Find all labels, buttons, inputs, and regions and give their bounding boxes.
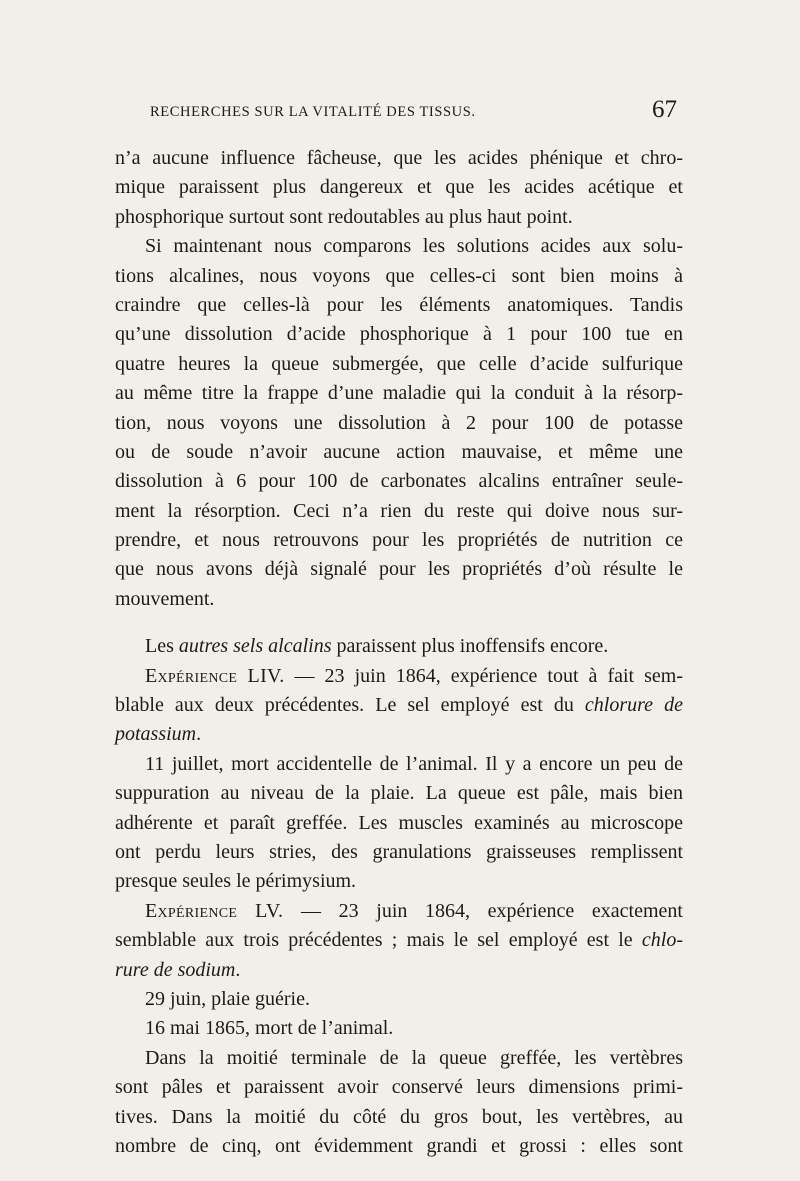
text-line: que nous avons déjà signalé pour les propriétés d’où résulte le xyxy=(115,558,683,581)
italic-term: chlorure de xyxy=(584,694,683,717)
experiment-liv xyxy=(115,662,683,897)
text-line xyxy=(115,662,683,691)
text-line: mique paraissent plus dangereux et que les acides acétique et xyxy=(115,176,683,199)
italic-term: rure de sodium xyxy=(115,958,236,981)
running-title: RECHERCHES SUR LA VITALITÉ DES TISSUS. xyxy=(150,104,476,120)
text-line: qu’une dissolution d’acide phosphorique à 1 pour 100 tue en xyxy=(115,323,683,346)
italic-term: chlo- xyxy=(641,929,683,952)
text-line xyxy=(115,632,683,661)
text-line: tion, nous voyons une dissolution à 2 pour 100 de potasse xyxy=(115,411,683,434)
paragraph-other-salts xyxy=(115,632,683,661)
text-line: adhérente et paraît greffée. Les muscles examinés au microscope xyxy=(115,811,683,834)
italic-term: potassium xyxy=(115,723,197,746)
paragraph-acids xyxy=(115,144,683,232)
experiment-heading: Expérience LIV. xyxy=(145,664,285,687)
experiment-lv xyxy=(115,897,683,1162)
text-line: n’a aucune influence fâcheuse, que les acides phénique et chro- xyxy=(115,147,683,169)
text-run: — 23 juin 1864, expérience exactement xyxy=(283,899,683,922)
text-run: Les xyxy=(145,635,179,658)
text-line: tives. Dans la moitié du côté du gros bout, les vertèbres, au xyxy=(115,1105,683,1128)
text-line: phosphorique surtout sont redoutables au plus haut point. xyxy=(115,205,573,228)
paragraph-alkaline-solutions xyxy=(115,232,683,614)
text-line: 11 juillet, mort accidentelle de l’animal. Il y a encore un peu de xyxy=(145,752,683,775)
text-line: quatre heures la queue submergée, que celle d’acide sulfurique xyxy=(115,352,683,375)
text-line: suppuration au niveau de la plaie. La queue est pâle, mais bien xyxy=(115,782,683,805)
text-line: nombre de cinq, ont évidemment grandi et grossi : elles sont xyxy=(115,1134,683,1157)
text-line: sont pâles et paraissent avoir conservé leurs dimensions primi- xyxy=(115,1076,683,1099)
text-line: au même titre la frappe d’une maladie qui la conduit à la résorp- xyxy=(115,382,683,405)
text-line xyxy=(115,956,683,985)
text-line: 16 mai 1865, mort de l’animal. xyxy=(145,1017,394,1040)
text-line xyxy=(115,720,683,749)
text-line: ont perdu leurs stries, des granulations graisseuses remplissent xyxy=(115,840,683,863)
italic-term: autres sels alcalins xyxy=(178,635,332,658)
body-text xyxy=(115,144,683,1161)
text-line: ou de soude n’avoir aucune action mauvaise, et même une xyxy=(115,440,683,463)
text-run: — 23 juin 1864, expérience tout à fait sem- xyxy=(284,664,683,687)
text-line: Dans la moitié terminale de la queue greffée, les vertèbres xyxy=(145,1046,683,1069)
text-run: . xyxy=(235,958,241,981)
text-run: paraissent plus inoffensifs encore. xyxy=(331,635,609,658)
text-run: blable aux deux précédentes. Le sel employé est du xyxy=(115,694,585,717)
text-line: craindre que celles-là pour les éléments anatomiques. Tandis xyxy=(115,293,683,316)
text-line xyxy=(115,691,683,720)
text-run: semblable aux trois précédentes ; mais le sel employé est le xyxy=(115,929,642,952)
text-run: . xyxy=(196,723,202,746)
paragraph-gap xyxy=(115,614,683,632)
text-line: ment la résorption. Ceci n’a rien du reste qui doive nous sur- xyxy=(115,499,683,522)
text-line: mouvement. xyxy=(115,587,215,610)
page-header xyxy=(150,96,677,126)
text-line: 29 juin, plaie guérie. xyxy=(145,987,310,1010)
experiment-heading: Expérience LV. xyxy=(145,899,284,922)
text-line: dissolution à 6 pour 100 de carbonates alcalins entraîner seule- xyxy=(115,470,683,493)
text-line xyxy=(115,926,683,955)
text-line: presque seules le périmysium. xyxy=(115,870,357,893)
text-line: Si maintenant nous comparons les solutions acides aux solu- xyxy=(145,235,683,258)
text-line: tions alcalines, nous voyons que celles-ci sont bien moins à xyxy=(115,264,683,287)
text-line: prendre, et nous retrouvons pour les propriétés de nutrition ce xyxy=(115,529,683,552)
page-number: 67 xyxy=(652,96,677,123)
text-line xyxy=(115,897,683,926)
